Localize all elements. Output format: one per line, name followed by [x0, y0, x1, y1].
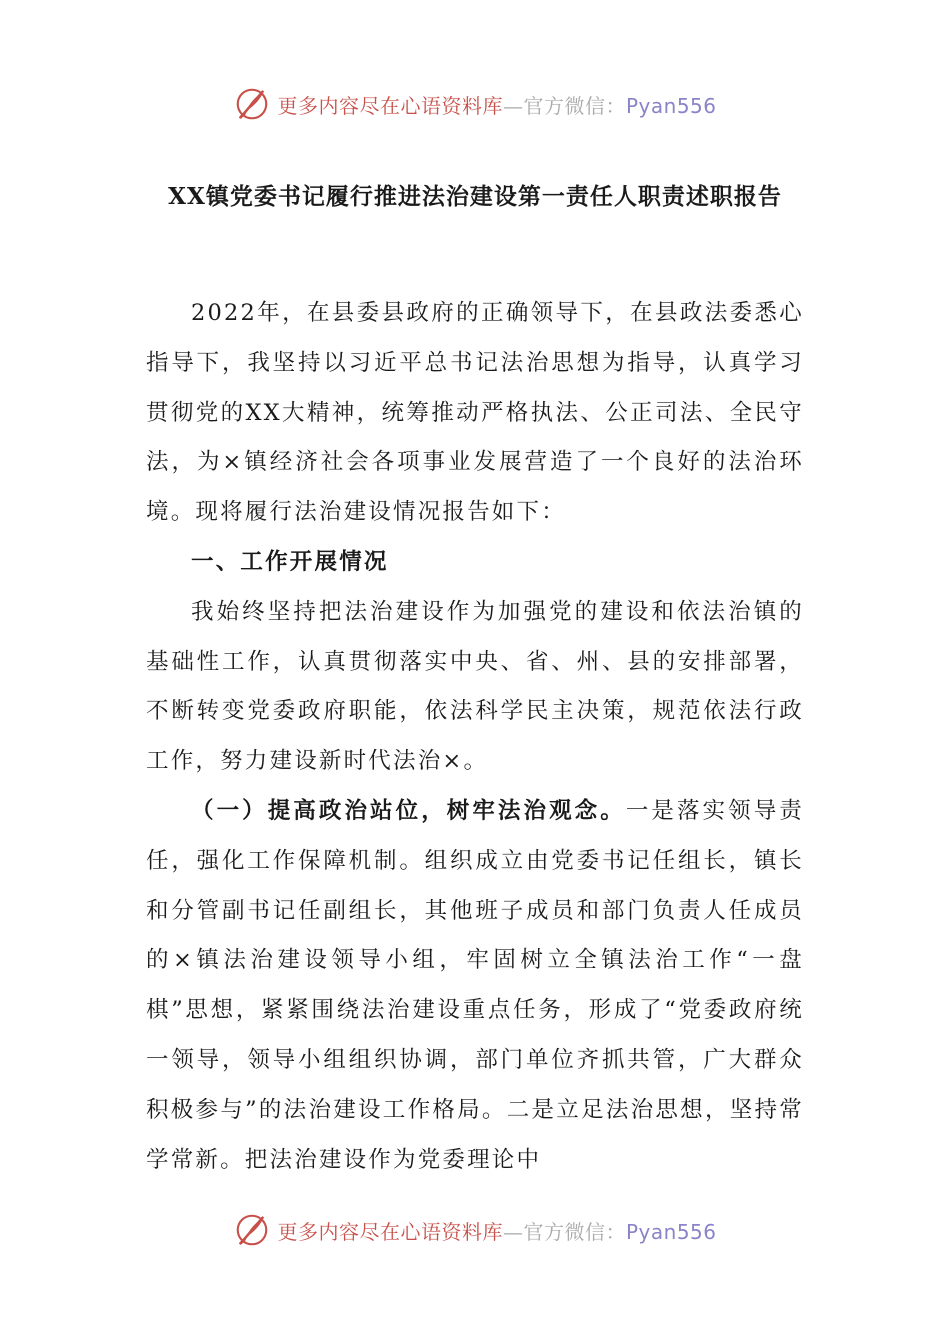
watermark-wechat-label: 官方微信：	[523, 93, 626, 118]
header-watermark	[0, 82, 950, 126]
watermark-dash: —	[502, 93, 524, 118]
quill-pen-logo-icon	[233, 1211, 271, 1249]
section-heading-1: 一、工作开展情况	[191, 548, 389, 575]
section-1-paragraph: 我始终坚持把法治建设作为加强党的建设和依法治镇的基础性工作，认真贯彻落实中央、省、州、县的安排部署，不断转变党委政府职能，依法科学民主决策，规范依法行政工作，努力建设新时代法治×。	[146, 598, 804, 775]
watermark-wechat-id: Pyan556	[625, 1219, 717, 1244]
watermark-site-name: 更多内容尽在心语资料库	[277, 93, 503, 118]
subsection-1-lead: （一）提高政治站位，树牢法治观念。	[191, 797, 626, 824]
quill-pen-logo-icon	[233, 85, 271, 123]
document-body	[146, 289, 804, 1185]
footer-watermark	[0, 1208, 950, 1252]
subsection-1-body: 一是落实领导责任，强化工作保障机制。组织成立由党委书记任组长，镇长和分管副书记任副组长，其他班子成员和部门负责人任成员的×镇法治建设领导小组，牢固树立全镇法治工作“一盘棋”思想，紧紧围绕法治建设重点任务，形成了“党委政府统一领导，领导小组组织协调，部门单位齐抓共管，广大群众积极参与”的法治建设工作格局。二是立足法治思想，坚持常学常新。把法治建设作为党委理论中	[146, 797, 804, 1173]
watermark-dash: —	[502, 1219, 524, 1244]
subsection-1-paragraph	[146, 787, 804, 1185]
document-title: XX镇党委书记履行推进法治建设第一责任人职责述职报告	[168, 183, 782, 210]
watermark-wechat-id: Pyan556	[625, 93, 717, 118]
watermark-wechat-label: 官方微信：	[523, 1219, 626, 1244]
watermark-site-name: 更多内容尽在心语资料库	[277, 1219, 503, 1244]
intro-paragraph: 2022年，在县委县政府的正确领导下，在县政法委悉心指导下，我坚持以习近平总书记法治思想为指导，认真学习贯彻党的XX大精神，统筹推动严格执法、公正司法、全民守法，为×镇经济社会各项事业发展营造了一个良好的法治环境。现将履行法治建设情况报告如下：	[146, 300, 804, 526]
